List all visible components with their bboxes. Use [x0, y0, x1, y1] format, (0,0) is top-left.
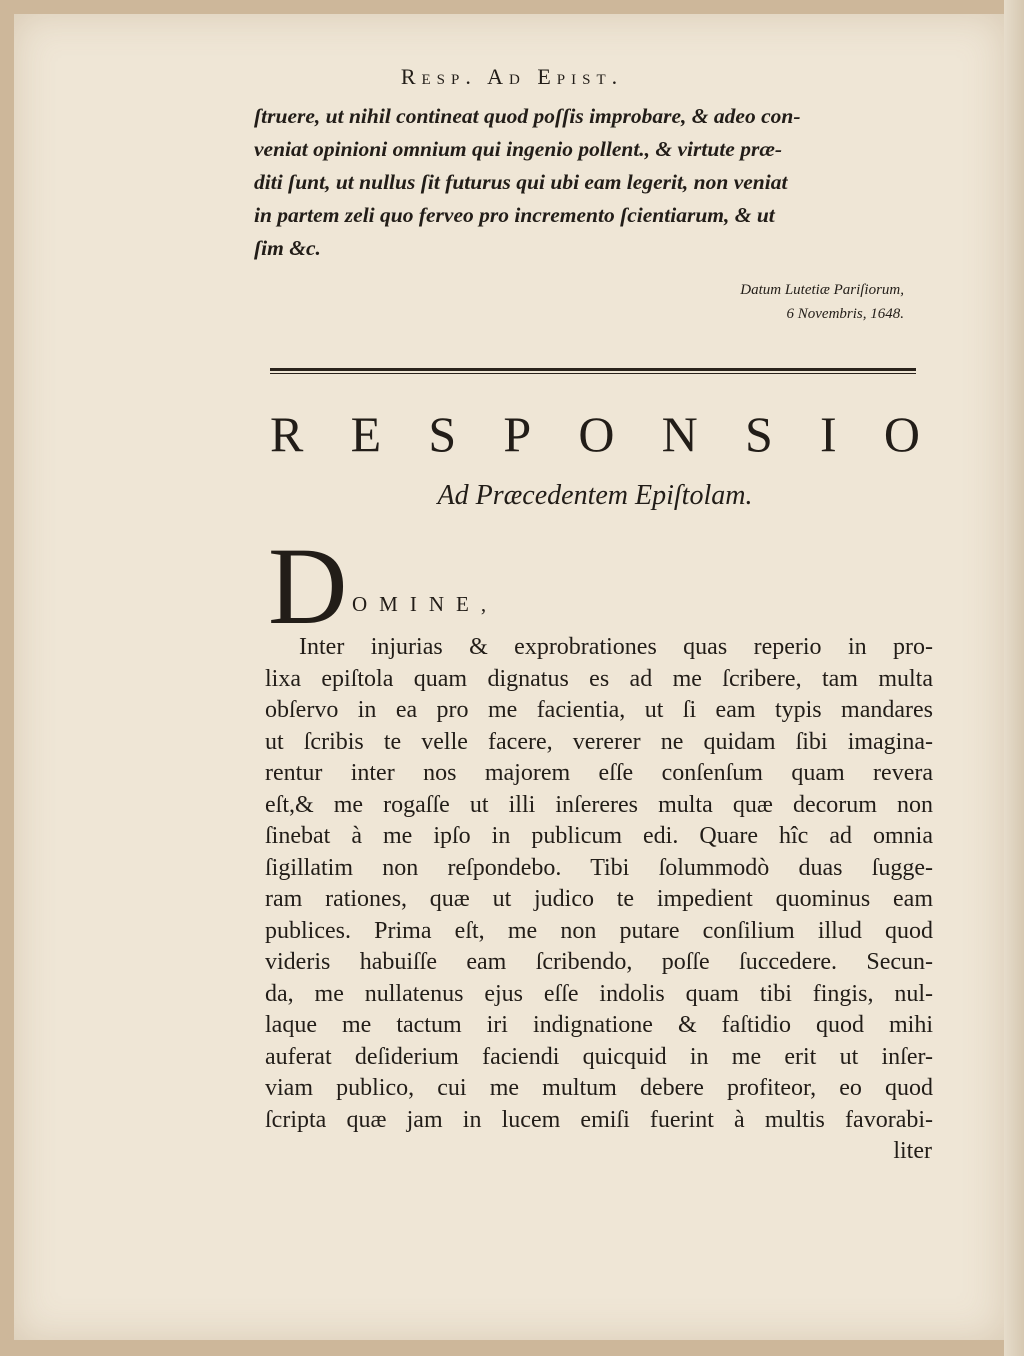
title-letter: I [819, 406, 837, 462]
drop-cap: D [268, 525, 348, 647]
body-line: ſigillatim non reſpondebo. Tibi ſolummodò duas ſugge- [265, 854, 933, 881]
body-line: ſcripta quæ jam in lucem emiſi fuerint à multis favorabi- [265, 1106, 933, 1133]
body-line: ut ſcribis te velle facere, vererer ne quidam ſibi imagina- [265, 728, 933, 755]
italic-line: ſim &c. [254, 236, 321, 260]
body-line: publices. Prima eſt, me non putare conſilium illud quod [265, 917, 933, 944]
body-line: ram rationes, quæ ut judico te impedient quominus eam [265, 886, 933, 912]
title-letter: R [270, 406, 304, 462]
body-text [265, 632, 933, 1136]
body-line: videris habuiſſe eam ſcribendo, poſſe ſuccedere. Secun- [265, 949, 933, 975]
divider-rule [270, 368, 916, 371]
section-title [270, 404, 920, 464]
title-letter: O [883, 406, 920, 462]
italic-line: diti ſunt, ut nullus ſit futurus qui ubi eam legerit, non veniat [254, 170, 788, 194]
italic-line: ſtruere, ut nihil contineat quod poſſis improbare, & adeo con- [254, 104, 801, 128]
catchword: liter [893, 1138, 932, 1164]
dateline-date: 6 Novembris, 1648. [786, 306, 904, 322]
title-letter: S [428, 406, 457, 462]
title-letter: N [661, 406, 698, 462]
page-edge [1004, 0, 1024, 1356]
title-letter: S [744, 406, 773, 462]
italic-line: in partem zeli quo ferveo pro incremento ſcientiarum, & ut [254, 203, 775, 227]
body-line: auferat deſiderium faciendi quicquid in me erit ut inſer- [265, 1043, 933, 1070]
dateline-place: Datum Lutetiæ Pariſiorum, [740, 282, 904, 298]
title-letter: E [350, 406, 382, 462]
divider-rule-thin [270, 373, 916, 374]
dateline [740, 278, 904, 326]
body-line: lixa epiſtola quam dignatus es ad me ſcribere, tam multa [265, 665, 933, 692]
body-line: da, me nullatenus ejus eſſe indolis quam tibi fingis, nul- [265, 980, 933, 1007]
title-letter: P [503, 406, 532, 462]
body-line: ſinebat à me ipſo in publicum edi. Quare hîc ad omnia [265, 823, 933, 849]
salutation: OMINE, [352, 592, 499, 616]
section-subtitle: Ad Præcedentem Epiſtolam. [437, 480, 753, 511]
body-line: obſervo in ea pro me facientia, ut ſi eam typis mandares [265, 697, 933, 723]
body-line: laque me tactum iri indignatione & faſtidio quod mihi [265, 1012, 933, 1038]
body-line: eſt,& me rogaſſe ut illi inſereres multa quæ decorum non [265, 791, 933, 818]
body-line: Inter injurias & exprobrationes quas reperio in pro- [299, 634, 933, 660]
italic-closing-text [254, 100, 934, 265]
running-head: Resp. Ad Epist. [400, 64, 624, 89]
body-line: viam publico, cui me multum debere profiteor, eo quod [265, 1075, 933, 1101]
title-letter: O [578, 406, 615, 462]
body-line: rentur inter nos majorem eſſe conſenſum quam revera [265, 760, 933, 786]
italic-line: veniat opinioni omnium qui ingenio pollent., & virtute præ- [254, 137, 783, 161]
